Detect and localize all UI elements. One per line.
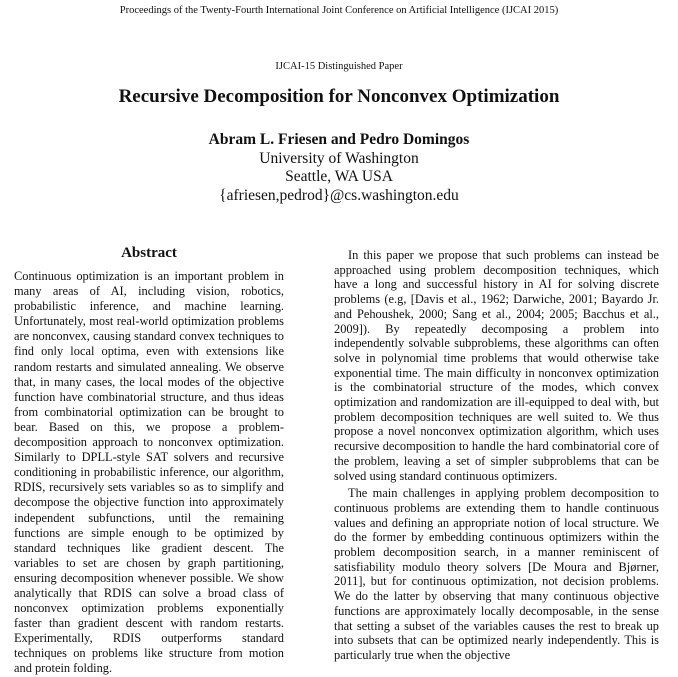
author-affiliation: University of Washington <box>259 149 419 167</box>
paper-title: Recursive Decomposition for Nonconvex Optimization <box>118 86 560 107</box>
abstract-heading: Abstract <box>121 245 177 261</box>
author-block <box>0 131 678 205</box>
abstract-text: Continuous optimization is an important problem in many areas of AI, including vision, robotics, probabilistic inference, and machine learning. Unfortunately, most real-world optimization problems are nonconvex, causing standard convex techniques to find only local optima, even with extensions like random restarts and simulated annealing. We observe that, in many cases, the local modes of the objective function have combinatorial structure, and thus ideas from combinatorial optimization can be brought to bear. Based on this, we propose a problem-decomposition approach to nonconvex optimization. Similarly to DPLL-style SAT solvers and recursive conditioning in probabilistic inference, our algorithm, RDIS, recursively sets variables so as to simplify and decompose the objective function into approximately independent subfunctions, until the remaining functions are simple enough to be optimized by standard techniques like gradient descent. The variables to set are chosen by graph partitioning, ensuring decomposition whenever possible. We show analytically that RDIS can solve a broad class of nonconvex optimization problems exponentially faster than gradient descent with random restarts. Experimentally, RDIS outperforms standard techniques on problems like structure from motion and protein folding. <box>14 269 284 676</box>
distinguished-paper-label: IJCAI-15 Distinguished Paper <box>275 61 403 72</box>
author-location: Seattle, WA USA <box>285 168 393 185</box>
body-paragraph-2: The main challenges in applying problem decomposition to continuous problems are extending them to handle continuous values and defining an appropriate notion of local structure. We do the former by embedding continuous optimizers within the problem decomposition search, in a manner reminiscent of satisfiability modulo theory solvers [De Moura and Bjørner, 2011], but for continuous optimization, not decision problems. We do the latter by observing that many continuous objective functions are approximately locally decomposable, in the sense that setting a subset of the variables causes the rest to break up into subsets that can be optimized nearly independently. This is particularly true when the objective <box>334 486 659 662</box>
author-names: Abram L. Friesen and Pedro Domingos <box>208 131 470 148</box>
proceedings-header: Proceedings of the Twenty-Fourth International Joint Conference on Artificial Intelligence (IJCAI 2015) <box>119 5 559 16</box>
introduction-column <box>334 248 659 666</box>
body-paragraph-1: In this paper we propose that such problems can instead be approached using problem decomposition techniques, which have a long and successful history in AI for solving discrete problems (e.g, [Davis et al., 1962; Darwiche, 2001; Bayardo Jr. and Pehoushek, 2000; Sang et al., 2004; 2005; Bacchus et al., 2009]). By repeatedly decomposing a problem into independently solvable subproblems, these algorithms can often solve in polynomial time problems that would otherwise take exponential time. The main difficulty in nonconvex optimization is the combinatorial structure of the modes, which convex optimization and randomization are ill-equipped to deal with, but problem decomposition techniques are well suited to. We thus propose a novel nonconvex optimization algorithm, which uses recursive decomposition to handle the hard combinatorial core of the problem, leaving a set of simpler subproblems that can be solved using standard continuous optimizers. <box>334 248 659 483</box>
author-email: {afriesen,pedrod}@cs.washington.edu <box>219 186 459 204</box>
